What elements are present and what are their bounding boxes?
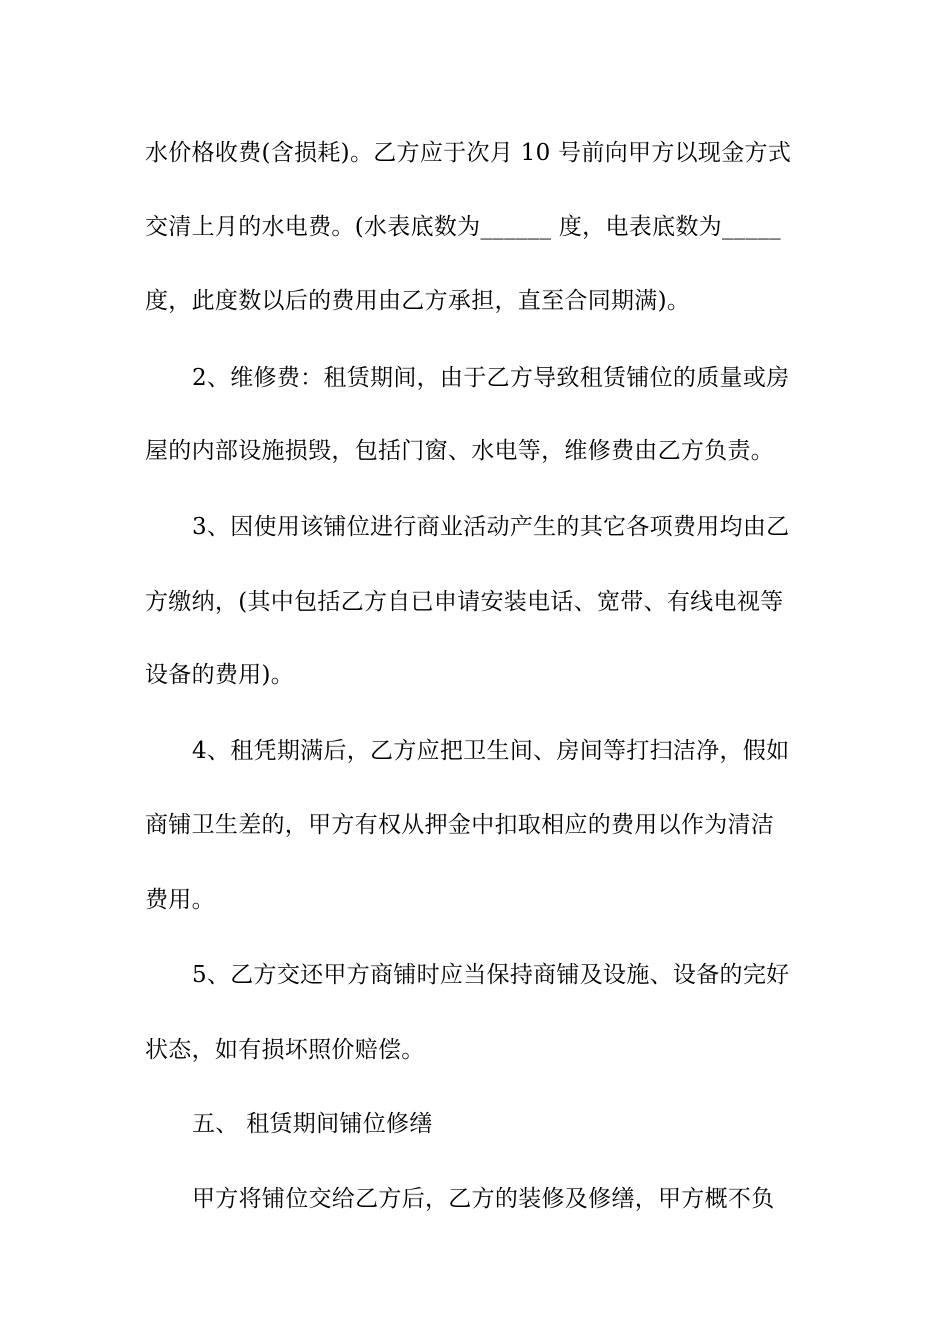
text-line: 设备的费用)。 (145, 662, 295, 688)
text-line: 费用。 (145, 887, 215, 913)
paragraph-line: 甲方将铺位交给乙方后，乙方的装修及修缮，甲方概不负 (192, 1186, 775, 1212)
paragraph-line: 2、维修费：租赁期间，由于乙方导致租赁铺位的质量或房 (192, 365, 790, 391)
text-line: 屋的内部设施损毁，包括门窗、水电等，维修费由乙方负责。 (145, 438, 775, 464)
section-heading: 五、 租赁期间铺位修缮 (192, 1111, 433, 1137)
paragraph-line: 4、租凭期满后，乙方应把卫生间、房间等打扫洁净，假如 (192, 738, 790, 764)
paragraph-line: 3、因使用该铺位进行商业活动产生的其它各项费用均由乙 (192, 514, 790, 540)
text-line: 度，此度数以后的费用由乙方承担，直至合同期满)。 (145, 288, 691, 314)
paragraph-line: 5、乙方交还甲方商铺时应当保持商铺及设施、设备的完好 (192, 962, 790, 988)
text-line: 交清上月的水电费。(水表底数为______ 度，电表底数为_____ (145, 214, 781, 240)
text-line: 水价格收费(含损耗)。乙方应于次月 10 号前向甲方以现金方式 (145, 140, 792, 166)
text-line: 状态，如有损坏照价赔偿。 (145, 1037, 425, 1063)
text-line: 方缴纳，(其中包括乙方自已申请安装电话、宽带、有线电视等 (145, 589, 784, 615)
text-line: 商铺卫生差的，甲方有权从押金中扣取相应的费用以作为清洁 (145, 812, 775, 838)
